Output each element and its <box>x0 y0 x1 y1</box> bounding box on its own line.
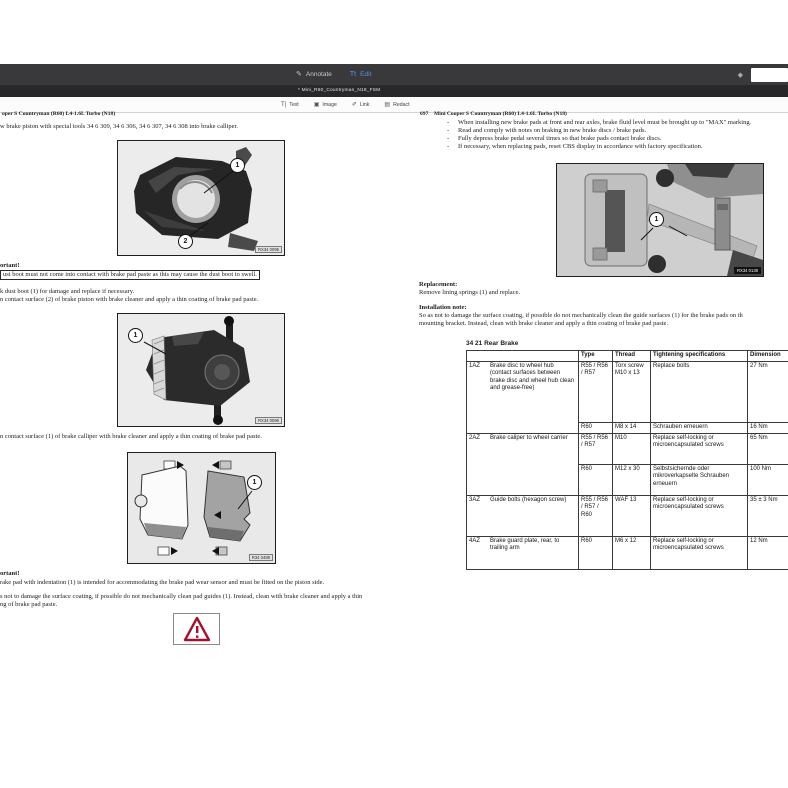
table-header-row <box>467 351 788 362</box>
ink-color-icon[interactable]: ◆ <box>737 70 743 79</box>
bullet-text: When installing new brake pads at front and rear axles, brake fluid level must be brought up to "MAX" marking. <box>458 119 752 126</box>
edit-label: Edit <box>360 71 372 78</box>
cell-component <box>467 433 579 495</box>
cell-component <box>467 536 579 569</box>
cell-spec: Selbstsichernde oder mikroverkapselte Schrauben erneuern <box>651 464 748 495</box>
left-important1-title: ortant! <box>0 262 20 269</box>
row-id: 3AZ <box>469 496 481 503</box>
cell-dimension: 27 Nm <box>748 361 788 422</box>
cell-type: R60 <box>579 536 613 569</box>
document-tab-title[interactable]: * Mini_R60_Countryman_N18_FSM <box>298 88 381 93</box>
row-id: 4AZ <box>469 537 481 544</box>
image-tool-button[interactable] <box>314 102 337 108</box>
toolbar-right-group <box>738 64 788 85</box>
header-spec: Tightening specifications <box>651 351 748 362</box>
header-component <box>467 351 579 362</box>
list-item <box>447 119 751 127</box>
link-tool-button[interactable] <box>352 102 370 108</box>
cell-component <box>467 361 579 433</box>
bullet-text: Fully depress brake pedal several times so that brake pads contact brake discs. <box>458 135 662 142</box>
installation-note-body2: mounting bracket. Instead, clean with brake cleaner and apply a thin coating of brake pad paste. <box>419 320 669 327</box>
left-coating-line1: s not to damage the surface coating, if possible do not mechanically clean pad guides (1). Instead, clean with brake cleaner and apply a thin <box>0 593 363 600</box>
caliper-illustration <box>118 141 284 255</box>
callout-1: 1 <box>128 328 143 343</box>
bullet-dash: - <box>447 135 450 142</box>
figure-warning-triangle <box>173 613 220 645</box>
callout-1: 1 <box>649 212 664 227</box>
callout-1: 1 <box>230 158 245 173</box>
left-clean-calliper-line: n contact surface (1) of brake calliper with brake cleaner and apply a thin coating of brake pad paste. <box>0 433 262 440</box>
cell-thread: M6 x 12 <box>613 536 651 569</box>
installation-note-body1: So as not to damage the surface coating, if possible do not mechanically clean the guide surfaces (1) for the brake pads on th <box>419 312 743 319</box>
cell-type: R55 / R56 / R57 <box>579 361 613 422</box>
cell-spec: Replace self-locking or microencapsulated screws <box>651 495 748 536</box>
left-important1-boxed-wrap <box>0 270 260 280</box>
cell-component <box>467 495 579 536</box>
right-page-header: Mini Cooper S Countryman (R60) L4-1.6L Turbo (N18) <box>434 111 567 117</box>
cell-dimension: 65 Nm <box>748 433 788 464</box>
bullet-dash: - <box>447 119 450 126</box>
table-title: 34 21 Rear Brake <box>466 340 519 347</box>
text-tool-label: Text <box>289 101 299 108</box>
header-dimension: Dimension <box>748 351 788 362</box>
cell-spec: Replace self-locking or microencapsulated screws <box>651 433 748 464</box>
cell-dimension: 16 Nm <box>748 422 788 433</box>
torque-spec-table <box>466 350 788 570</box>
header-thread: Thread <box>613 351 651 362</box>
table-row <box>467 536 788 569</box>
cell-spec: Replace self-locking or microencapsulated screws <box>651 536 748 569</box>
left-pad-sensor-line: rake pad with indentation (1) is intended for accommodating the brake pad wear sensor and must be fitted on the piston side. <box>0 579 325 586</box>
text-tool-button[interactable] <box>281 102 299 108</box>
document-tabstrip <box>0 85 788 97</box>
redact-tool-label: Redact <box>393 101 410 108</box>
brake-pads-illustration <box>128 453 275 563</box>
annotate-label: Annotate <box>305 71 332 78</box>
cell-type: R55 / R56 / R57 / R60 <box>579 495 613 536</box>
text-edit-icon: Tt <box>349 71 357 78</box>
toolbar-search-field[interactable] <box>751 68 788 82</box>
list-item <box>447 143 751 151</box>
row-id: 1AZ <box>469 362 481 369</box>
cell-dimension: 12 Nm <box>748 536 788 569</box>
list-item <box>447 135 751 143</box>
figure-caliper-bracket-photo <box>556 163 764 277</box>
figure-brake-caliper-pins <box>117 313 285 427</box>
image-tool-label: Image <box>322 101 337 108</box>
mode-switch-group <box>296 64 371 85</box>
cell-type: R55 / R56 / R57 <box>579 433 613 464</box>
right-bullet-list <box>447 119 751 151</box>
redact-tool-button[interactable] <box>384 102 409 108</box>
row-desc: Guide bolts (hexagon screw) <box>490 496 567 503</box>
list-item <box>447 127 751 135</box>
pencil-icon: ✎ <box>296 71 302 78</box>
cell-thread: WAF 13 <box>613 495 651 536</box>
callout-1: 1 <box>247 475 262 490</box>
installation-note-title: Installation note: <box>419 304 467 311</box>
row-desc: Brake guard plate, rear, to trailing arm <box>490 537 560 551</box>
cell-thread: M8 x 14 <box>613 422 651 433</box>
figure-brake-caliper-piston <box>117 140 285 256</box>
cell-spec: Schrauben erneuern <box>651 422 748 433</box>
warning-triangle-icon <box>182 614 212 642</box>
left-page-header: oper S Countryman (R60) L4-1.6L Turbo (N18) <box>2 111 116 117</box>
link-tool-icon: ✐ <box>351 101 357 108</box>
bullet-dash: - <box>447 143 450 150</box>
cell-thread: Torx screw M10 x 13 <box>613 361 651 422</box>
cell-dimension: 100 Nm <box>748 464 788 495</box>
row-desc: Brake caliper to wheel carrier <box>490 434 568 441</box>
left-clean-piston-line: n contact surface (2) of brake piston with brake cleaner and apply a thin coating of brake pad paste. <box>0 296 259 303</box>
replacement-body: Remove lining springs (1) and replace. <box>419 289 521 296</box>
header-type: Type <box>579 351 613 362</box>
annotation-toolbar <box>0 64 788 85</box>
cell-type: R60 <box>579 464 613 495</box>
image-tool-icon: ▣ <box>313 101 320 108</box>
cell-thread: M10 <box>613 433 651 464</box>
figure-label: RX34 0138 <box>734 267 761 274</box>
figure-label: R34 0488 <box>249 554 273 561</box>
text-tool-icon: T| <box>281 101 287 108</box>
row-id: 2AZ <box>469 434 481 441</box>
figure-brake-pads <box>127 452 276 564</box>
left-press-piston-line: w brake piston with special tools 34 6 309, 34 6 306, 34 6 307, 34 6 308 into brake calliper. <box>0 123 238 130</box>
row-desc: Brake disc to wheel hub (contact surfaces between brake disc and wheel hub clean and grease-free) <box>490 362 575 391</box>
left-important1-boxed: ust boot must not come into contact with brake pad paste as this may cause the dust boot to swell. <box>0 270 260 280</box>
bullet-dash: - <box>447 127 450 134</box>
bullet-text: Read and comply with notes on braking in new brake discs / brake pads. <box>458 127 647 134</box>
table-row <box>467 361 788 422</box>
caliper-pins-illustration <box>118 314 284 426</box>
replacement-title: Replacement: <box>419 281 458 288</box>
left-coating-line2: ng of brake pad paste. <box>0 601 58 608</box>
left-important2-title: ortant! <box>0 570 20 577</box>
torque-spec-table-wrap <box>466 350 788 570</box>
table-row <box>467 433 788 464</box>
left-check-dustboot-line: k dust boot (1) for damage and replace if necessary. <box>0 288 135 295</box>
edit-tools-group <box>281 97 410 112</box>
cell-type: R60 <box>579 422 613 433</box>
redact-tool-icon: ▤ <box>384 101 391 108</box>
edit-tools-toolbar <box>0 97 788 113</box>
annotate-mode-button[interactable] <box>296 71 332 78</box>
callout-2: 2 <box>178 234 193 249</box>
cell-dimension: 35 ± 3 Nm <box>748 495 788 536</box>
link-tool-label: Link <box>359 101 370 108</box>
figure-label: RX34 0095 <box>255 246 282 253</box>
cell-thread: M12 x 30 <box>613 464 651 495</box>
table-row <box>467 495 788 536</box>
right-page-number: 697 <box>420 111 429 117</box>
bullet-text: If necessary, when replacing pads, reset CBS display in accordance with factory specification. <box>458 143 703 150</box>
figure-label: RX34 0096 <box>255 417 282 424</box>
cell-spec: Replace bolts <box>651 361 748 422</box>
edit-mode-button[interactable] <box>350 71 371 78</box>
